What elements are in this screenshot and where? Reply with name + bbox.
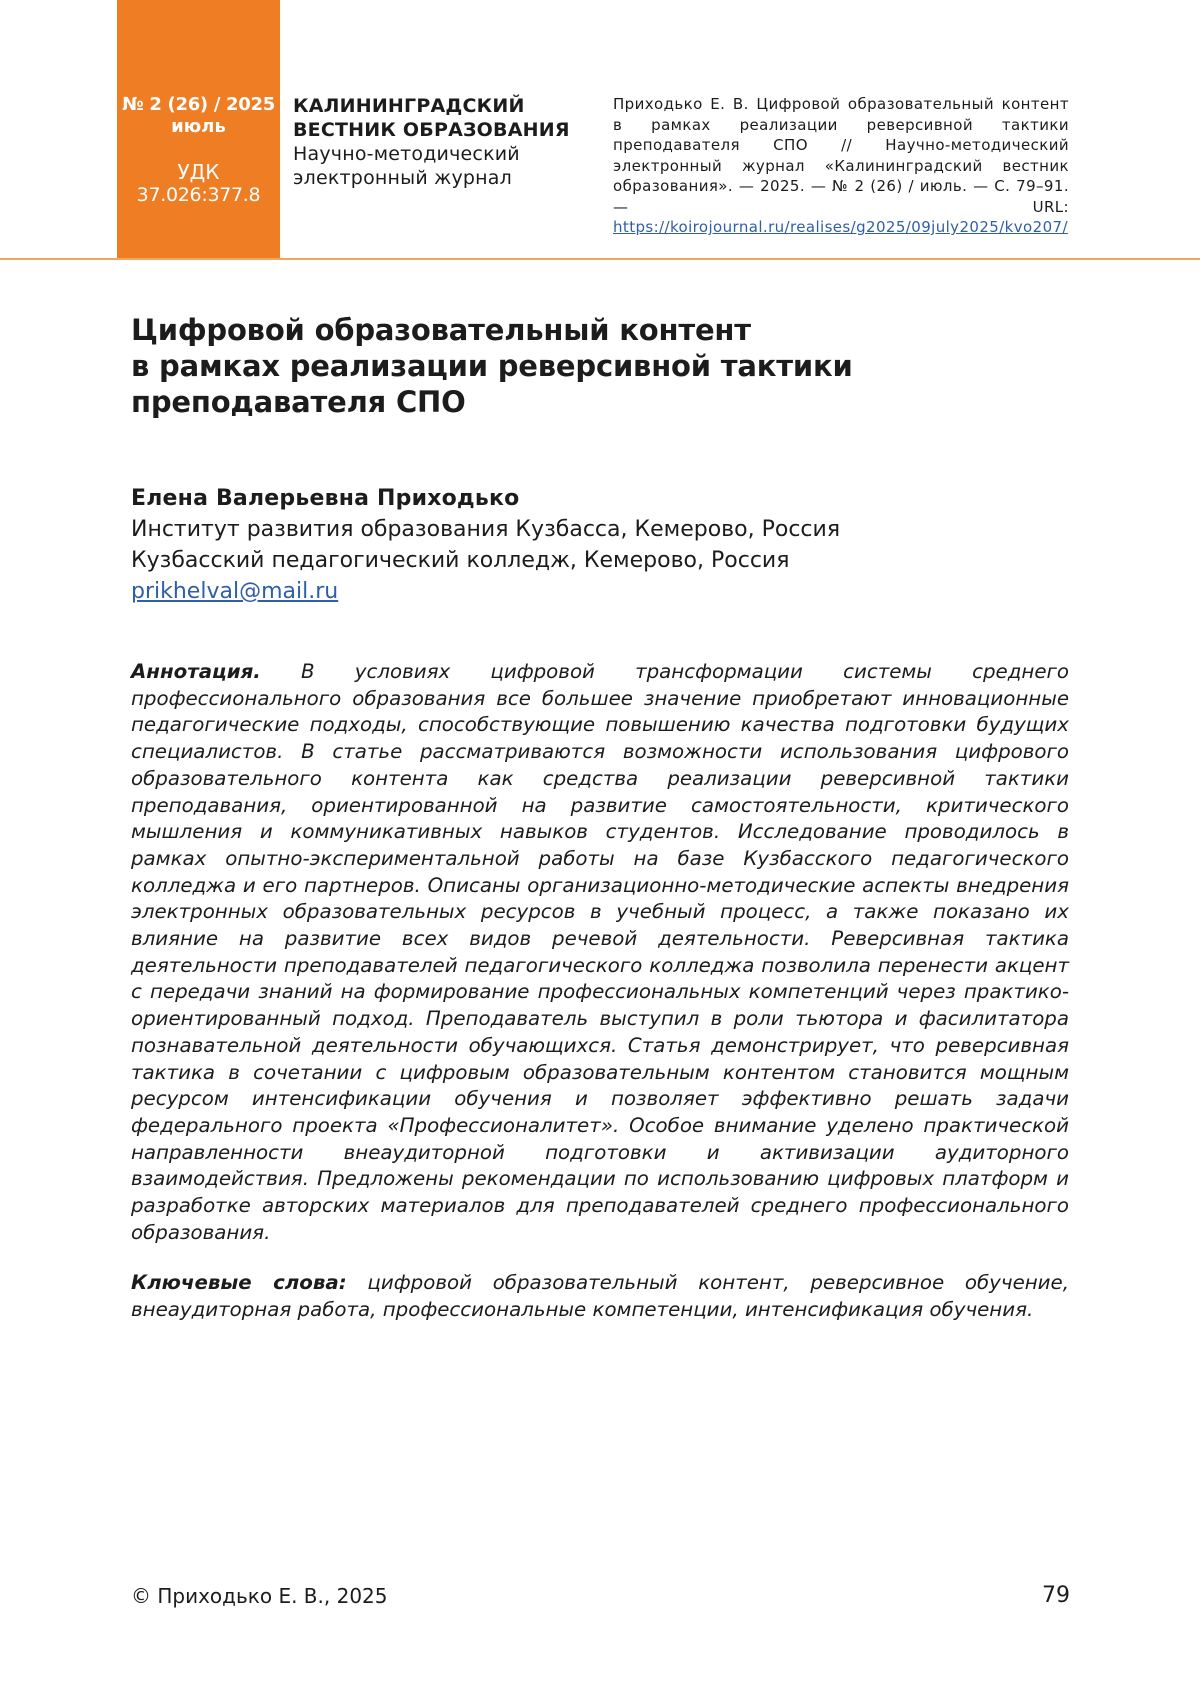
keywords-label: Ключевые слова: bbox=[131, 1271, 347, 1294]
citation bbox=[613, 94, 1069, 238]
affiliation-1: Институт развития образования Кузбасса, Кемерово, Россия bbox=[131, 514, 1091, 545]
keywords-text: цифровой образовательный контент, реверсивное обучение, внеаудиторная работа, профессиональные компетенции, интенсификация обучения. bbox=[131, 1271, 1069, 1321]
issue-month: июль bbox=[117, 116, 280, 138]
citation-text: Приходько Е. В. Цифровой образовательный контент в рамках реализации реверсивной тактики преподавателя СПО // Научно-методический электронный журнал «Калининградский вестник образования». — 2025. — № 2 (26) / июль. — С. 79–91. — URL: bbox=[613, 95, 1069, 216]
keywords bbox=[131, 1270, 1069, 1323]
abstract-label: Аннотация. bbox=[131, 660, 261, 683]
journal-name-line-2: ВЕСТНИК ОБРАЗОВАНИЯ bbox=[293, 118, 583, 142]
udc-value: 37.026:377.8 bbox=[117, 184, 280, 207]
journal-subtitle-line-1: Научно-методический bbox=[293, 142, 583, 166]
author-name: Елена Валерьевна Приходько bbox=[131, 483, 1091, 514]
journal-name-line-1: КАЛИНИНГРАДСКИЙ bbox=[293, 94, 583, 118]
affiliation-2: Кузбасский педагогический колледж, Кемерово, Россия bbox=[131, 545, 1091, 576]
udc-label: УДК bbox=[117, 160, 280, 184]
issue-number: № 2 (26) / 2025 bbox=[117, 94, 280, 116]
citation-url-link[interactable]: https://koirojournal.ru/realises/g2025/09july2025/kvo207/ bbox=[613, 218, 1068, 236]
abstract bbox=[131, 659, 1069, 1246]
journal-subtitle-line-2: электронный журнал bbox=[293, 166, 583, 190]
page-number: 79 bbox=[1030, 1583, 1070, 1609]
header-divider bbox=[0, 258, 1200, 260]
author-email-link[interactable]: prikhelval@mail.ru bbox=[131, 579, 338, 604]
issue-info-block bbox=[117, 0, 280, 258]
title-line-2: в рамках реализации реверсивной тактики bbox=[131, 349, 853, 383]
title-line-3: преподавателя СПО bbox=[131, 385, 466, 419]
author-block bbox=[131, 483, 1091, 607]
title-line-1: Цифровой образовательный контент bbox=[131, 313, 751, 347]
article-title bbox=[131, 312, 1031, 420]
copyright: © Приходько Е. В., 2025 bbox=[131, 1583, 388, 1609]
abstract-text: В условиях цифровой трансформации системы среднего профессионального образования все большее значение приобретают инновационные педагогические подходы, способствующие повышению качества подготовки будущих специалистов. В статье рассматриваются возможности использования цифрового образовательного контента как средства реализации реверсивной тактики преподавания, ориентированной на развитие самостоятельности, критического мышления и коммуникативных навыков студентов. Исследование проводилось в рамках опытно-экспериментальной работы на базе Кузбасского педагогического колледжа и его партнеров. Описаны организационно-методические аспекты внедрения электронных образовательных ресурсов в учебный процесс, а также показано их влияние на развитие всех видов речевой деятельности. Реверсивная тактика деятельности преподавателей педагогического колледжа позволила перенести акцент с передачи знаний на формирование профессиональных компетенций через практико-ориентированный подход. Преподаватель выступил в роли тьютора и фасилитатора познавательной деятельности обучающихся. Статья демонстрирует, что реверсивная тактика в сочетании с цифровым образовательным контентом становится мощным ресурсом интенсификации обучения и позволяет эффективно решать задачи федерального проекта «Профессионалитет». Особое внимание уделено практической направленности внеаудиторной подготовки и активизации аудиторного взаимодействия. Предложены рекомендации по использованию цифровых платформ и разработке авторских материалов для преподавателей среднего профессионального образования. bbox=[131, 660, 1069, 1244]
journal-info bbox=[293, 94, 583, 190]
